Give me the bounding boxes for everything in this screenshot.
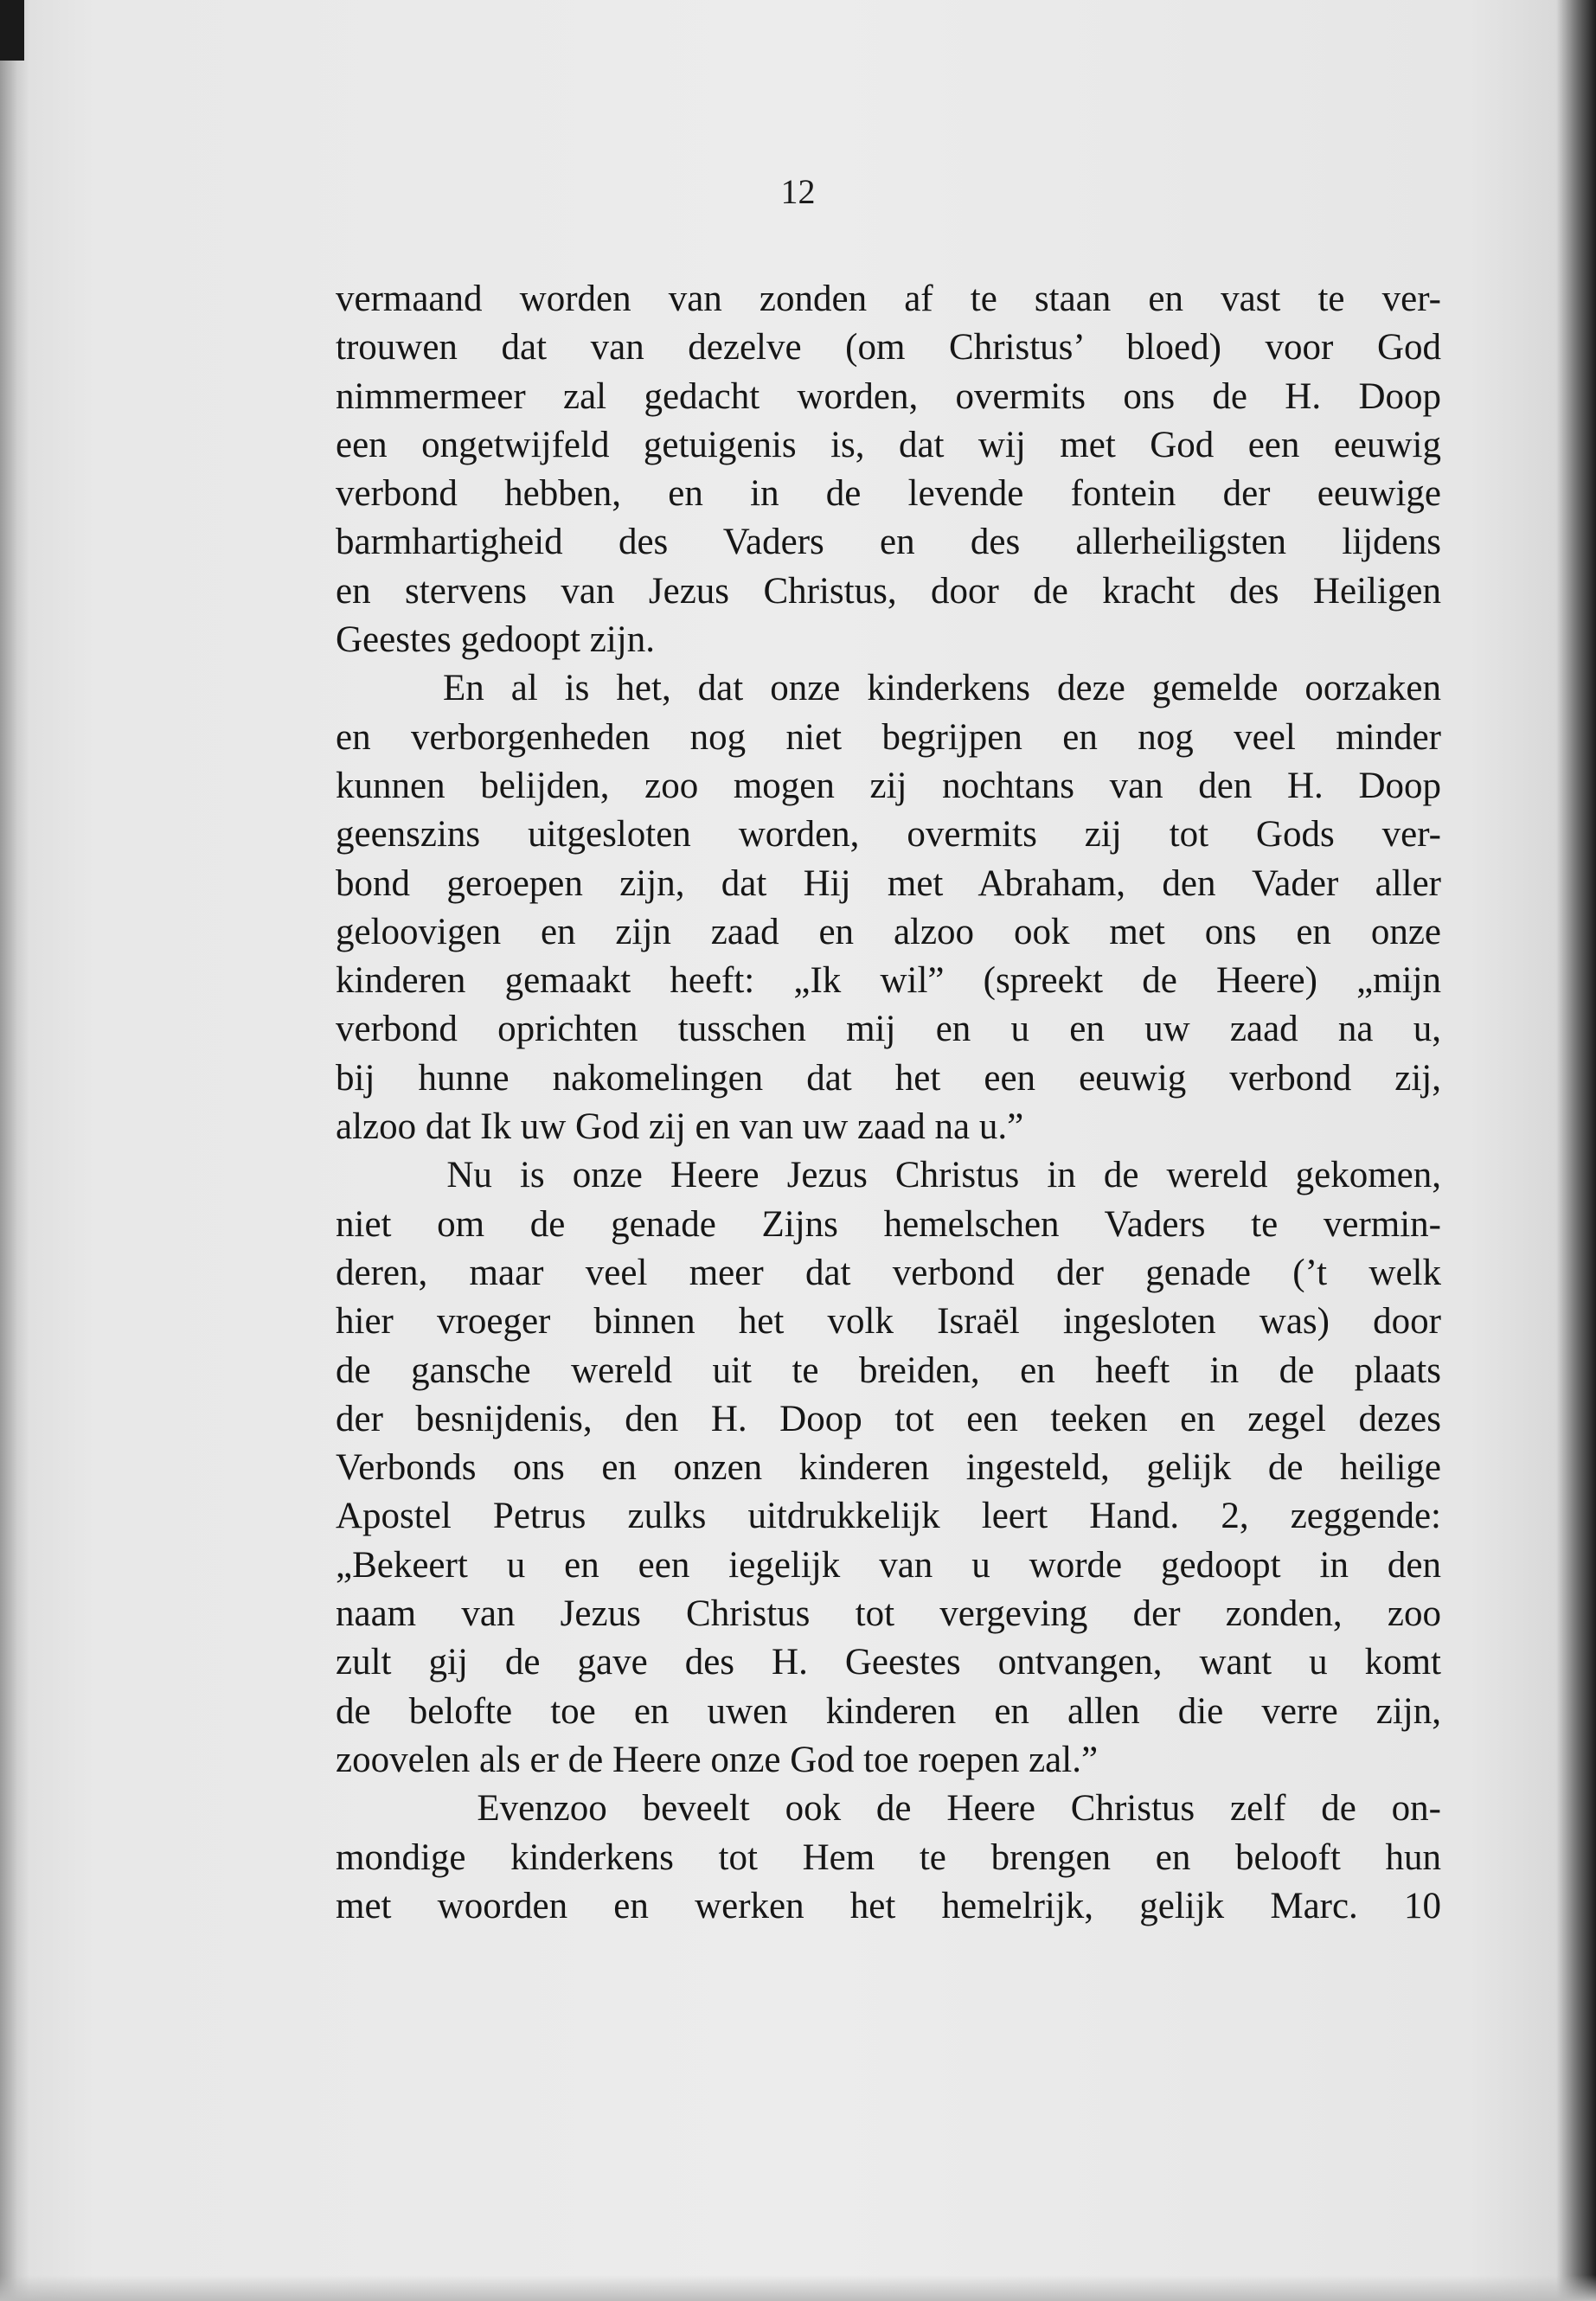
text-line: niet om de genade Zijns hemelschen Vaders te vermin- <box>336 1203 1441 1245</box>
text-line: En al is het, dat onze kinderkens deze gemelde oorzaken <box>336 668 1441 709</box>
text-line: mondige kinderkens tot Hem te brengen en belooft hun <box>336 1836 1441 1878</box>
text-line: met woorden en werken het hemelrijk, gelijk Marc. 10 <box>336 1885 1441 1926</box>
page-number: 12 <box>780 172 816 211</box>
text-line: Verbonds ons en onzen kinderen ingesteld, gelijk de heilige <box>336 1447 1441 1489</box>
text-line: bond geroepen zijn, dat Hij met Abraham, den Vader aller <box>336 862 1441 904</box>
text-line: en stervens van Jezus Christus, door de kracht des Heiligen <box>336 570 1441 612</box>
text-line: vermaand worden van zonden af te staan en vast te ver- <box>336 279 1441 319</box>
text-line: verbond oprichten tusschen mij en u en uw zaad na u, <box>336 1009 1441 1050</box>
scan-corner-mark <box>0 0 24 61</box>
text-line: Geestes gedoopt zijn. <box>336 619 655 661</box>
text-line: zult gij de gave des H. Geestes ontvangen, want u komt <box>336 1642 1441 1683</box>
text-line: deren, maar veel meer dat verbond der genade (’t welk <box>336 1252 1441 1293</box>
page-left-edge <box>0 0 29 2301</box>
text-line: kunnen belijden, zoo mogen zij nochtans van den H. Doop <box>336 765 1441 806</box>
text-line: verbond hebben, en in de levende fontein der eeuwige <box>336 473 1441 515</box>
text-line: Evenzoo beveelt ook de Heere Christus zelf de on- <box>336 1788 1441 1830</box>
text-line: naam van Jezus Christus tot vergeving der zonden, zoo <box>336 1593 1441 1635</box>
text-line: de belofte toe en uwen kinderen en allen die verre zijn, <box>336 1690 1441 1732</box>
text-line: trouwen dat van dezelve (om Christus’ bloed) voor God <box>336 327 1441 369</box>
text-line: „Bekeert u en een iegelijk van u worde gedoopt in den <box>336 1544 1441 1586</box>
body-text <box>336 275 1441 1931</box>
text-line: Nu is onze Heere Jezus Christus in de wereld gekomen, <box>336 1155 1441 1196</box>
page-right-edge <box>1556 0 1596 2301</box>
text-line: barmhartigheid des Vaders en des allerheiligsten lijdens <box>336 522 1441 563</box>
text-line: en verborgenheden nog niet begrijpen en nog veel minder <box>336 716 1441 758</box>
text-line: zoovelen als er de Heere onze God toe roepen zal.” <box>336 1739 1099 1780</box>
text-line: de gansche wereld uit te breiden, en heeft in de plaats <box>336 1349 1441 1391</box>
text-line: geenszins uitgesloten worden, overmits zij tot Gods ver- <box>336 814 1441 856</box>
text-line: Apostel Petrus zulks uitdrukkelijk leert Hand. 2, zeggende: <box>336 1496 1441 1537</box>
text-line: nimmermeer zal gedacht worden, overmits ons de H. Doop <box>336 375 1441 417</box>
text-line: een ongetwijfeld getuigenis is, dat wij met God een eeuwig <box>336 424 1441 465</box>
text-line: der besnijdenis, den H. Doop tot een teeken en zegel dezes <box>336 1398 1441 1439</box>
page-bottom-edge <box>0 2275 1596 2301</box>
text-line: kinderen gemaakt heeft: „Ik wil” (spreekt de Heere) „mijn <box>336 960 1441 1002</box>
text-line: hier vroeger binnen het volk Israël ingesloten was) door <box>336 1301 1441 1343</box>
text-line: alzoo dat Ik uw God zij en van uw zaad na u.” <box>336 1106 1024 1148</box>
text-line: geloovigen en zijn zaad en alzoo ook met ons en onze <box>336 911 1441 952</box>
text-line: bij hunne nakomelingen dat het een eeuwig verbond zij, <box>336 1057 1441 1099</box>
